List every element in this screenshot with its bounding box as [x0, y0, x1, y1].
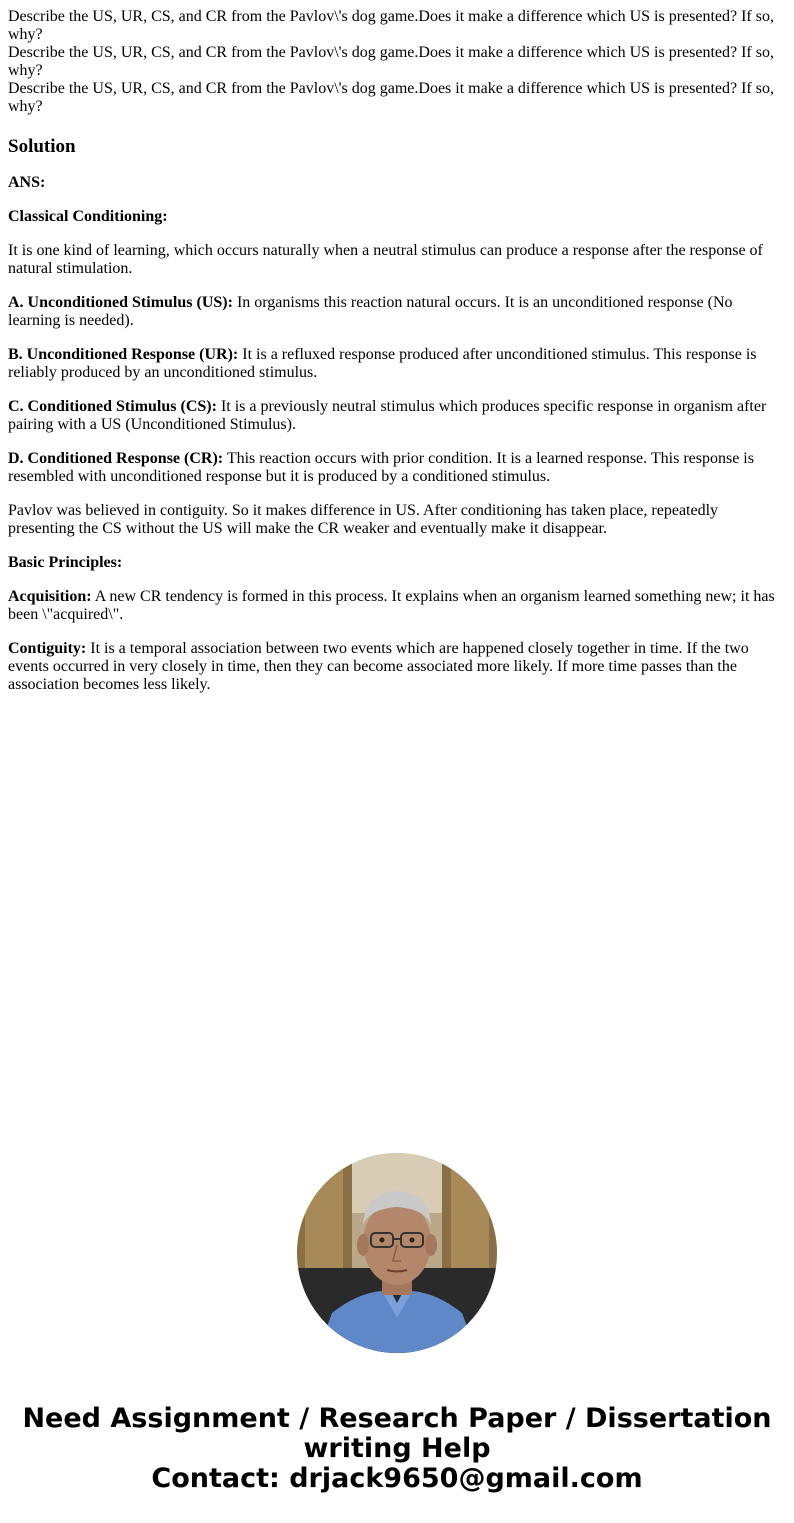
footer-contact-email: Contact: drjack9650@gmail.com [151, 1463, 643, 1494]
principle-acquisition [8, 588, 786, 624]
question-block [8, 8, 786, 116]
classical-conditioning-heading: Classical Conditioning: [8, 208, 168, 225]
definition-term: B. Unconditioned Response (UR): [8, 346, 239, 363]
definition-ur [8, 346, 786, 382]
definition-text: In organisms this reaction natural occurs. It is an unconditioned response (No learning is needed). [8, 294, 733, 329]
question-line: Describe the US, UR, CS, and CR from the Pavlov\'s dog game.Does it make a difference which US is presented? If so, why? [8, 44, 774, 79]
footer-line: Need Assignment / Research Paper / Dissertation [22, 1403, 772, 1434]
pavlov-paragraph: Pavlov was believed in contiguity. So it makes difference in US. After conditioning has taken place, repeatedly presenting the CS without the US will make the CR weaker and eventually make it disappear. [8, 502, 719, 537]
ans-label: ANS: [8, 174, 46, 191]
basic-principles-heading: Basic Principles: [8, 554, 123, 571]
question-line: Describe the US, UR, CS, and CR from the Pavlov\'s dog game.Does it make a difference which US is presented? If so, why? [8, 80, 774, 115]
definition-text: This reaction occurs with prior condition. It is a learned response. This response is resembled with unconditioned response but it is produced by a conditioned stimulus. [8, 450, 754, 485]
question-line: Describe the US, UR, CS, and CR from the Pavlov\'s dog game.Does it make a difference which US is presented? If so, why? [8, 8, 774, 43]
definition-term: A. Unconditioned Stimulus (US): [8, 294, 233, 311]
definition-cs [8, 398, 786, 434]
principle-contiguity [8, 640, 786, 694]
classical-conditioning-text: It is one kind of learning, which occurs naturally when a neutral stimulus can produce a response after the response of natural stimulation. [8, 242, 763, 277]
footer-line: writing Help [303, 1433, 491, 1464]
definition-term: D. Conditioned Response (CR): [8, 450, 224, 467]
definition-term: C. Conditioned Stimulus (CS): [8, 398, 217, 415]
definition-us [8, 294, 786, 330]
footer-contact-banner [0, 1404, 794, 1494]
principle-term: Acquisition: [8, 588, 92, 605]
definition-text: It is a previously neutral stimulus which produces specific response in organism after pairing with a US (Unconditioned Stimulus). [8, 398, 767, 433]
principle-text: It is a temporal association between two events which are happened closely together in time. If the two events occurred in very closely in time, then they can become associated more likely. If more time passes than the association becomes less likely. [8, 640, 749, 693]
definition-text: It is a refluxed response produced after unconditioned stimulus. This response is reliably produced by an unconditioned stimulus. [8, 346, 757, 381]
principle-text: A new CR tendency is formed in this process. It explains when an organism learned something new; it has been \"acquired\". [8, 588, 775, 623]
solution-heading: Solution [8, 136, 76, 157]
definition-cr [8, 450, 786, 486]
author-avatar [297, 1153, 497, 1353]
document-body [8, 8, 786, 710]
avatar-portrait-image [297, 1153, 497, 1353]
principle-term: Contiguity: [8, 640, 87, 657]
